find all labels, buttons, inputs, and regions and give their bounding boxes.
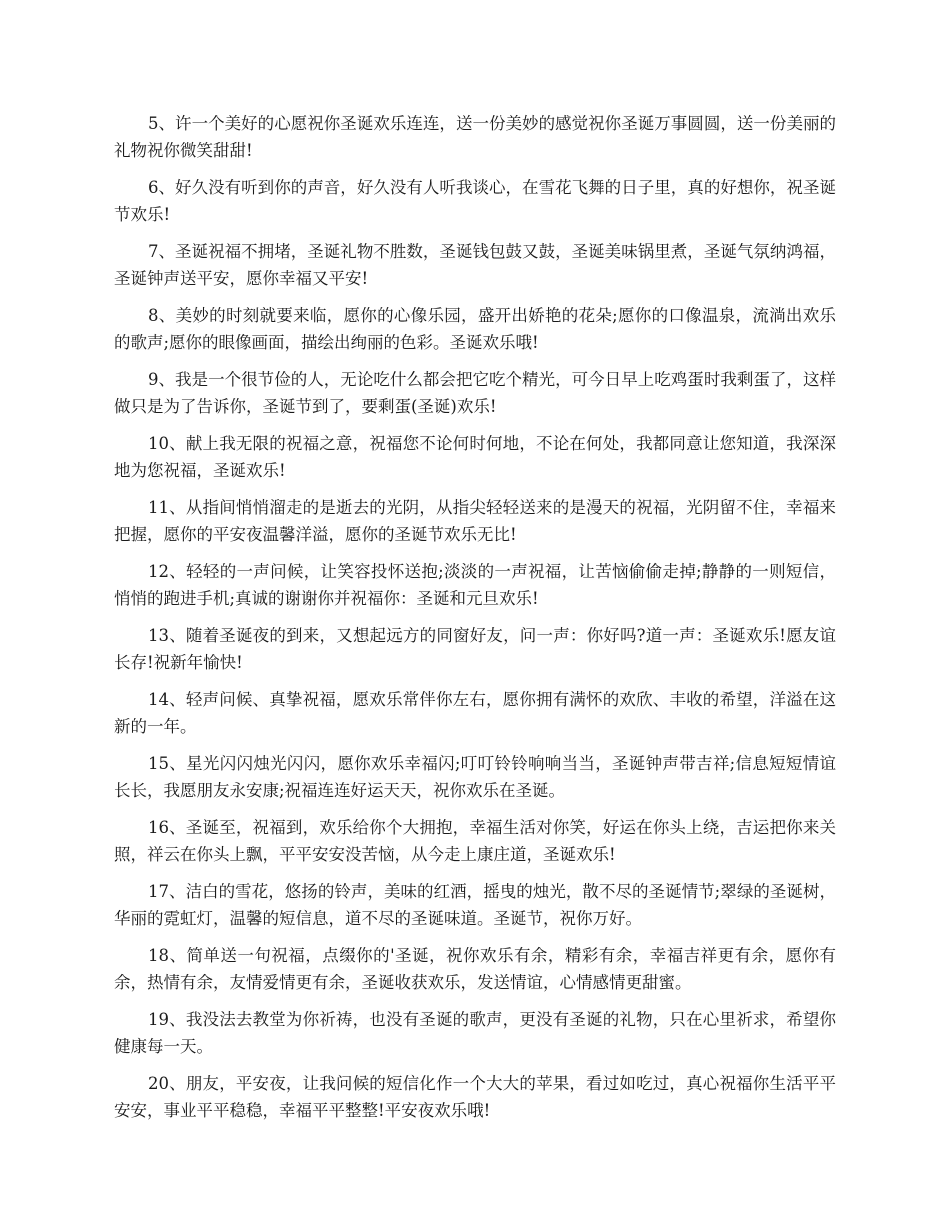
paragraph-10: 10、献上我无限的祝福之意，祝福您不论何时何地，不论在何处，我都同意让您知道，我深深地为您祝福，圣诞欢乐!: [114, 434, 836, 480]
paragraph-19: 19、我没法去教堂为你祈祷，也没有圣诞的歌声，更没有圣诞的礼物，只在心里祈求，希望你健康每一天。: [114, 1010, 836, 1056]
paragraph-11: 11、从指间悄悄溜走的是逝去的光阴，从指尖轻轻送来的是漫天的祝福，光阴留不住，幸福来把握，愿你的平安夜温馨洋溢，愿你的圣诞节欢乐无比!: [114, 498, 836, 544]
paragraph-16: 16、圣诞至，祝福到，欢乐给你个大拥抱，幸福生活对你笑，好运在你头上绕，吉运把你来关照，祥云在你头上飘，平平安安没苦恼，从今走上康庄道，圣诞欢乐!: [114, 818, 836, 864]
paragraph-6: 6、好久没有听到你的声音，好久没有人听我谈心，在雪花飞舞的日子里，真的好想你，祝圣诞节欢乐!: [114, 178, 836, 224]
paragraph-7: 7、圣诞祝福不拥堵，圣诞礼物不胜数，圣诞钱包鼓又鼓，圣诞美味锅里煮，圣诞气氛纳鸿福，圣诞钟声送平安，愿你幸福又平安!: [114, 242, 836, 288]
paragraph-12: 12、轻轻的一声问候，让笑容投怀送抱;淡淡的一声祝福，让苦恼偷偷走掉;静静的一则短信，悄悄的跑进手机;真诚的谢谢你并祝福你：圣诞和元旦欢乐!: [114, 562, 836, 608]
paragraph-15: 15、星光闪闪烛光闪闪，愿你欢乐幸福闪;叮叮铃铃响响当当，圣诞钟声带吉祥;信息短短情谊长长，我愿朋友永安康;祝福连连好运天天，祝你欢乐在圣诞。: [114, 754, 836, 800]
paragraph-20: 20、朋友，平安夜，让我问候的短信化作一个大大的苹果，看过如吃过，真心祝福你生活平平安安，事业平平稳稳，幸福平平整整!平安夜欢乐哦!: [114, 1074, 836, 1120]
paragraph-8: 8、美妙的时刻就要来临，愿你的心像乐园，盛开出娇艳的花朵;愿你的口像温泉，流淌出欢乐的歌声;愿你的眼像画面，描绘出绚丽的色彩。圣诞欢乐哦!: [114, 306, 836, 352]
paragraph-9: 9、我是一个很节俭的人，无论吃什么都会把它吃个精光，可今日早上吃鸡蛋时我剩蛋了，这样做只是为了告诉你，圣诞节到了，要剩蛋(圣诞)欢乐!: [114, 370, 836, 416]
paragraph-5: 5、许一个美好的心愿祝你圣诞欢乐连连，送一份美妙的感觉祝你圣诞万事圆圆，送一份美丽的礼物祝你微笑甜甜!: [114, 114, 836, 160]
paragraph-13: 13、随着圣诞夜的到来，又想起远方的同窗好友，问一声：你好吗?道一声：圣诞欢乐!愿友谊长存!祝新年愉快!: [114, 626, 836, 672]
paragraph-14: 14、轻声问候、真挚祝福，愿欢乐常伴你左右，愿你拥有满怀的欢欣、丰收的希望，洋溢在这新的一年。: [114, 690, 836, 736]
paragraph-18: 18、简单送一句祝福，点缀你的'圣诞，祝你欢乐有余，精彩有余，幸福吉祥更有余，愿你有余，热情有余，友情爱情更有余，圣诞收获欢乐，发送情谊，心情感情更甜蜜。: [114, 946, 836, 992]
document-body: [114, 110, 836, 1134]
paragraph-17: 17、洁白的雪花，悠扬的铃声，美味的红酒，摇曳的烛光，散不尽的圣诞情节;翠绿的圣诞树，华丽的霓虹灯，温馨的短信息，道不尽的圣诞味道。圣诞节，祝你万好。: [114, 882, 836, 928]
